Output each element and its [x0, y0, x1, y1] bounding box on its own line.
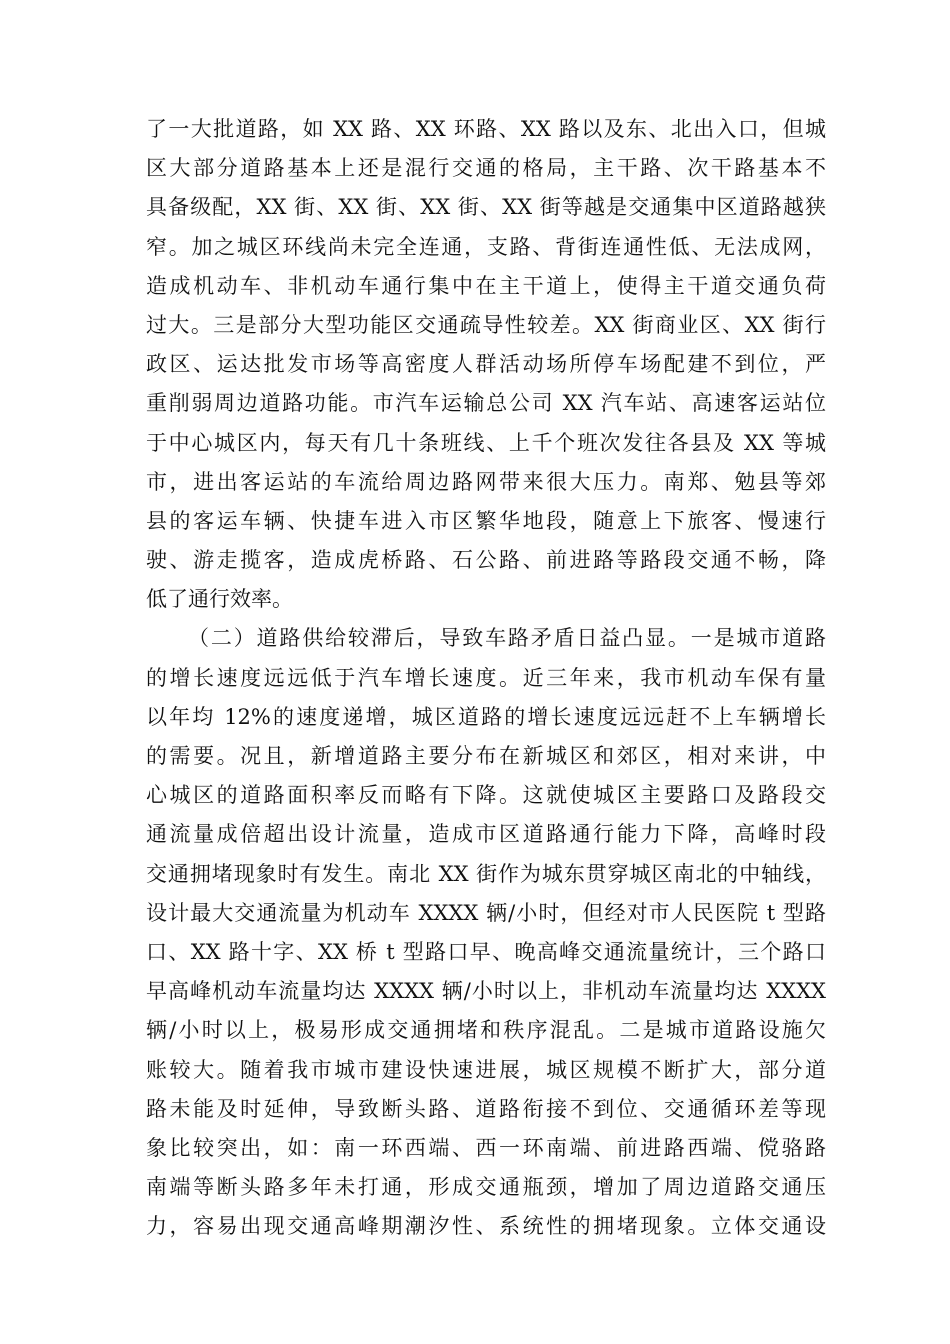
text-line: 的增长速度远远低于汽车增长速度。近三年来，我市机动车保有量 [146, 665, 826, 690]
text-line: 设计最大交通流量为机动车 XXXX 辆/小时，但经对市人民医院 t 型路 [146, 900, 826, 925]
text-line: 通流量成倍超出设计流量，造成市区道路通行能力下降，高峰时段 [146, 822, 826, 847]
text-line: 以年均 12%的速度递增，城区道路的增长速度远远赶不上车辆增长 [146, 704, 826, 729]
text-line: 交通拥堵现象时有发生。南北 XX 街作为城东贯穿城区南北的中轴线， [146, 861, 826, 886]
section-heading-line: （二）道路供给较滞后，导致车路矛盾日益凸显。一是城市道路 [188, 626, 826, 651]
text-line: 账较大。随着我市城市建设快速进展，城区规模不断扩大，部分道 [146, 1057, 826, 1082]
text-line: 南端等断头路多年未打通，形成交通瓶颈，增加了周边道路交通压 [146, 1175, 826, 1200]
text-line: 力，容易出现交通高峰期潮汐性、系统性的拥堵现象。立体交通设 [146, 1214, 826, 1239]
text-line: 了一大批道路，如 XX 路、XX 环路、XX 路以及东、北出入口，但城 [146, 117, 826, 141]
text-line: 于中心城区内，每天有几十条班线、上千个班次发往各县及 XX 等城 [146, 430, 826, 455]
text-line: 早高峰机动车流量均达 XXXX 辆/小时以上，非机动车流量均达 XXXX [146, 979, 826, 1004]
text-line: 过大。三是部分大型功能区交通疏导性较差。XX 街商业区、XX 街行 [146, 312, 826, 337]
document-body [146, 110, 826, 1246]
text-line: 象比较突出，如：南一环西端、西一环南端、前进路西端、傥骆路 [146, 1135, 826, 1160]
text-line: 辆/小时以上，极易形成交通拥堵和秩序混乱。二是城市道路设施欠 [146, 1018, 826, 1043]
text-line: 路未能及时延伸，导致断头路、道路衔接不到位、交通循环差等现 [146, 1096, 826, 1121]
text-line: 县的客运车辆、快捷车进入市区繁华地段，随意上下旅客、慢速行 [146, 508, 826, 533]
text-line: 市，进出客运站的车流给周边路网带来很大压力。南郑、勉县等郊 [146, 469, 826, 494]
paragraph-end-line: 低了通行效率。 [146, 587, 293, 612]
text-line: 造成机动车、非机动车通行集中在主干道上，使得主干道交通负荷 [146, 273, 826, 298]
text-line: 政区、运达批发市场等高密度人群活动场所停车场配建不到位，严 [146, 352, 826, 377]
text-line: 窄。加之城区环线尚未完全连通，支路、背街连通性低、无法成网， [146, 234, 826, 259]
text-line: 心城区的道路面积率反而略有下降。这就使城区主要路口及路段交 [146, 783, 826, 808]
text-line: 口、XX 路十字、XX 桥 t 型路口早、晚高峰交通流量统计，三个路口 [146, 939, 826, 964]
text-line: 的需要。况且，新增道路主要分布在新城区和郊区，相对来讲，中 [146, 744, 826, 768]
text-line: 驶、游走揽客，造成虎桥路、石公路、前进路等路段交通不畅，降 [146, 548, 826, 573]
text-line: 区大部分道路基本上还是混行交通的格局，主干路、次干路基本不 [146, 156, 826, 181]
text-line: 具备级配，XX 街、XX 街、XX 街、XX 街等越是交通集中区道路越狭 [146, 195, 826, 220]
text-line: 重削弱周边道路功能。市汽车运输总公司 XX 汽车站、高速客运站位 [146, 391, 826, 416]
